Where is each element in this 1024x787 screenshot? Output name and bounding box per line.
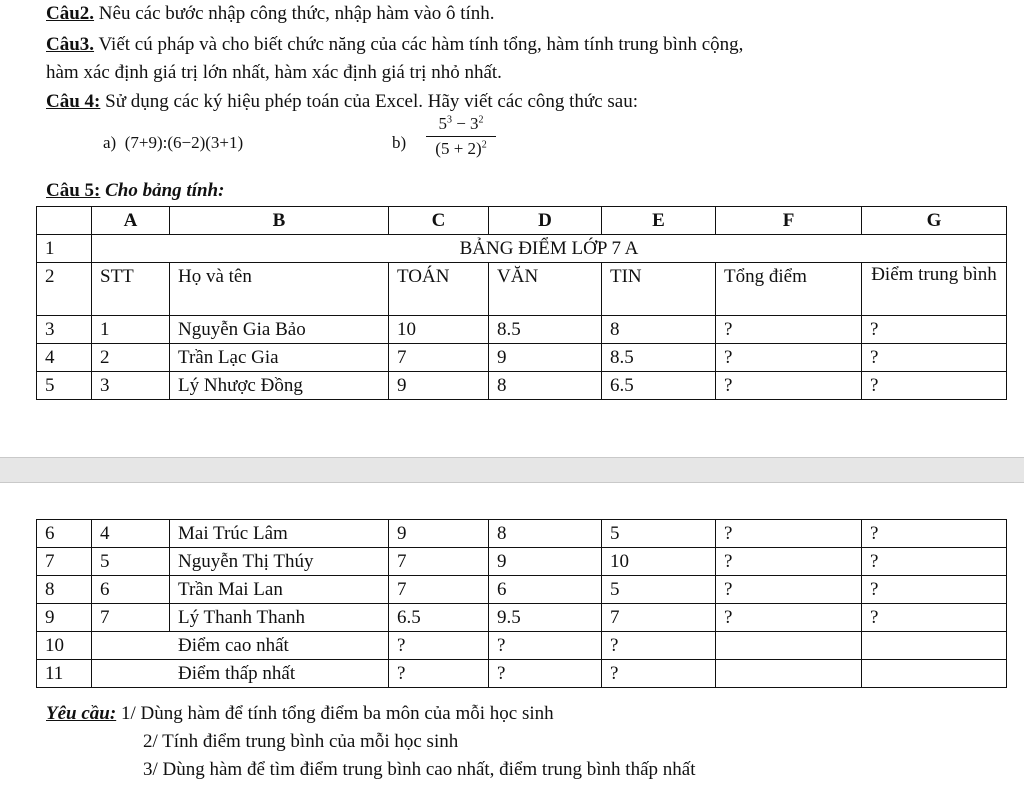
sheet-title: BẢNG ĐIỂM LỚP 7 A	[92, 235, 1007, 263]
requirement-1-text: 1/ Dùng hàm để tính tổng điểm ba môn của mỗi học sinh	[116, 703, 554, 724]
cell: 8	[489, 372, 602, 400]
column-header-e: E	[602, 207, 716, 235]
question-2-text: Nêu các bước nhập công thức, nhập hàm vào ô tính.	[94, 3, 495, 24]
cell: ?	[862, 548, 1007, 576]
question-5	[46, 180, 224, 202]
cell	[862, 660, 1007, 688]
page-break-divider	[0, 457, 1024, 483]
cell: ?	[716, 372, 862, 400]
formula-b-numerator: $5^3 - 3^2$	[426, 114, 496, 137]
cell: 9	[389, 520, 489, 548]
row-number: 3	[37, 316, 92, 344]
header-cell: TIN	[602, 263, 716, 316]
row-number: 8	[37, 576, 92, 604]
question-3-text: Viết cú pháp và cho biết chức năng của các hàm tính tổng, hàm tính trung bình cộng,	[94, 34, 744, 55]
question-4-text: Sử dụng các ký hiệu phép toán của Excel. Hãy viết các công thức sau:	[100, 91, 639, 112]
row-number: 7	[37, 548, 92, 576]
cell: ?	[862, 604, 1007, 632]
cell: 6	[92, 576, 170, 604]
cell: 5	[92, 548, 170, 576]
formula-a-expression: (7+9):(6−2)(3+1)	[124, 133, 244, 152]
header-cell: TOÁN	[389, 263, 489, 316]
question-5-label: Câu 5:	[46, 180, 101, 201]
cell: ?	[716, 316, 862, 344]
requirements-label: Yêu cầu:	[46, 703, 117, 724]
question-3-continued: hàm xác định giá trị lớn nhất, hàm xác định giá trị nhỏ nhất.	[46, 62, 502, 83]
cell: 5	[602, 520, 716, 548]
formula-a	[103, 133, 243, 153]
row-number: 11	[37, 660, 92, 688]
cell: 8.5	[602, 344, 716, 372]
cell: ?	[716, 604, 862, 632]
cell: ?	[602, 660, 716, 688]
cell: 2	[92, 344, 170, 372]
cell	[716, 660, 862, 688]
row-number: 5	[37, 372, 92, 400]
question-4	[46, 91, 638, 113]
cell: Trần Mai Lan	[170, 576, 389, 604]
cell: Nguyễn Gia Bảo	[170, 316, 389, 344]
cell: 9	[489, 344, 602, 372]
spreadsheet-table-bottom	[36, 519, 1007, 688]
cell: 8.5	[489, 316, 602, 344]
cell: 3	[92, 372, 170, 400]
column-header-d: D	[489, 207, 602, 235]
question-2-label: Câu2.	[46, 3, 95, 24]
row-number: 1	[37, 235, 92, 263]
cell: 10	[602, 548, 716, 576]
cell: Trần Lạc Gia	[170, 344, 389, 372]
cell: ?	[489, 632, 602, 660]
formula-a-label: a)	[103, 133, 117, 152]
column-header-row	[37, 207, 1007, 235]
row-number: 9	[37, 604, 92, 632]
question-2	[46, 3, 495, 25]
column-header-a: A	[92, 207, 170, 235]
cell: 9	[489, 548, 602, 576]
row-number: 10	[37, 632, 92, 660]
requirement-3: 3/ Dùng hàm để tìm điểm trung bình cao nhất, điểm trung bình thấp nhất	[143, 759, 696, 780]
cell: 8	[602, 316, 716, 344]
question-3-label: Câu3.	[46, 34, 95, 55]
cell: ?	[389, 632, 489, 660]
column-header-b: B	[170, 207, 389, 235]
row-number: 2	[37, 263, 92, 316]
cell: 6	[489, 576, 602, 604]
table-row	[37, 576, 1007, 604]
cell: ?	[862, 316, 1007, 344]
header-cell: Tổng điểm	[716, 263, 862, 316]
summary-row	[37, 632, 1007, 660]
summary-label: Điểm thấp nhất	[92, 660, 389, 688]
table-row	[37, 316, 1007, 344]
summary-label: Điểm cao nhất	[92, 632, 389, 660]
cell	[716, 632, 862, 660]
cell: 4	[92, 520, 170, 548]
cell: 8	[489, 520, 602, 548]
table-row	[37, 344, 1007, 372]
cell: 7	[92, 604, 170, 632]
requirement-1	[46, 703, 554, 725]
cell: 7	[389, 344, 489, 372]
cell	[862, 632, 1007, 660]
cell: 6.5	[389, 604, 489, 632]
cell: 5	[602, 576, 716, 604]
summary-row	[37, 660, 1007, 688]
header-cell: Điểm trung bình	[862, 263, 1007, 316]
cell: 6.5	[602, 372, 716, 400]
question-3	[46, 34, 743, 56]
column-header-corner	[37, 207, 92, 235]
cell: ?	[489, 660, 602, 688]
cell: 9	[389, 372, 489, 400]
cell: Lý Nhược Đồng	[170, 372, 389, 400]
column-header-g: G	[862, 207, 1007, 235]
formula-b-denominator: $(5 + 2)^2$	[435, 139, 487, 158]
cell: ?	[716, 520, 862, 548]
cell: ?	[716, 344, 862, 372]
cell: Mai Trúc Lâm	[170, 520, 389, 548]
header-cell: VĂN	[489, 263, 602, 316]
cell: ?	[862, 576, 1007, 604]
cell: 7	[389, 576, 489, 604]
question-5-text: Cho bảng tính:	[100, 180, 225, 201]
cell: Lý Thanh Thanh	[170, 604, 389, 632]
row-number: 6	[37, 520, 92, 548]
header-cell: STT	[92, 263, 170, 316]
column-header-f: F	[716, 207, 862, 235]
cell: ?	[862, 372, 1007, 400]
table-header-row	[37, 263, 1007, 316]
cell: ?	[716, 548, 862, 576]
cell: 10	[389, 316, 489, 344]
cell: 7	[602, 604, 716, 632]
cell: ?	[862, 520, 1007, 548]
cell: 1	[92, 316, 170, 344]
formula-b-fraction	[426, 114, 496, 159]
cell: ?	[716, 576, 862, 604]
cell: 7	[389, 548, 489, 576]
table-row	[37, 235, 1007, 263]
table-row	[37, 520, 1007, 548]
spreadsheet-table-top	[36, 206, 1007, 400]
cell: ?	[389, 660, 489, 688]
table-row	[37, 604, 1007, 632]
table-row	[37, 372, 1007, 400]
header-cell: Họ và tên	[170, 263, 389, 316]
formula-b-label: b)	[392, 133, 407, 152]
requirement-2: 2/ Tính điểm trung bình của mỗi học sinh	[143, 731, 459, 752]
table-row	[37, 548, 1007, 576]
cell: ?	[862, 344, 1007, 372]
cell: 9.5	[489, 604, 602, 632]
cell: Nguyễn Thị Thúy	[170, 548, 389, 576]
column-header-c: C	[389, 207, 489, 235]
row-number: 4	[37, 344, 92, 372]
cell: ?	[602, 632, 716, 660]
question-4-label: Câu 4:	[46, 91, 101, 112]
